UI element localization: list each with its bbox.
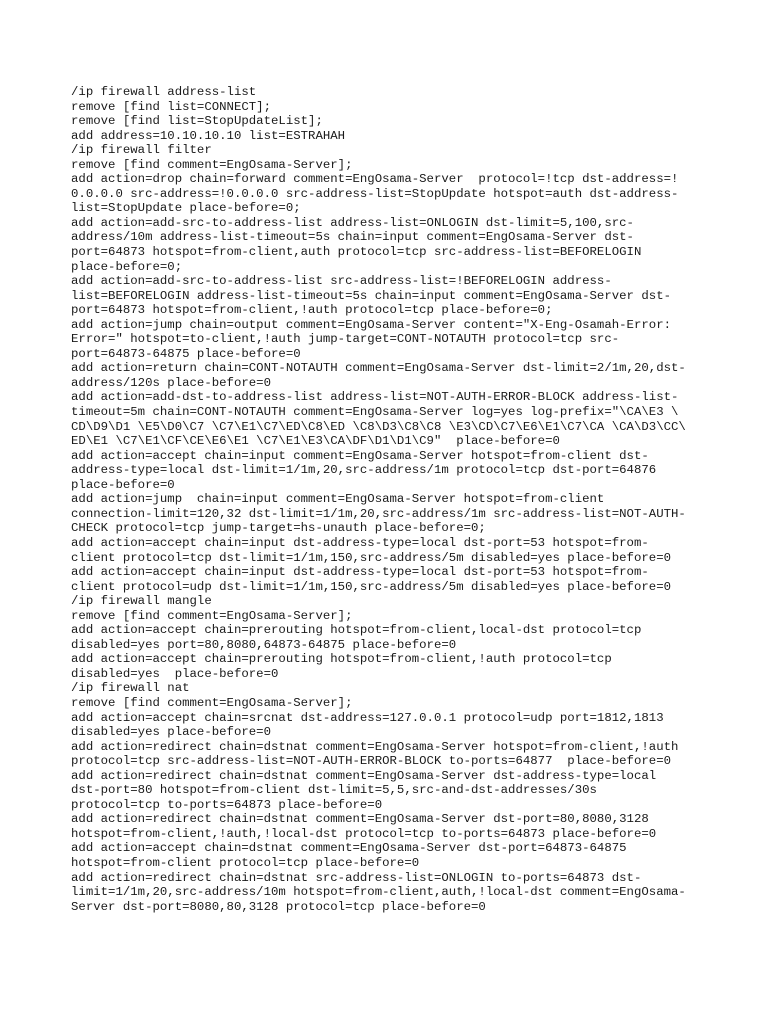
script-line: address/10m address-list-timeout=5s chain=input comment=EngOsama-Server dst- [71,230,634,245]
script-line: add action=return chain=CONT-NOTAUTH comment=EngOsama-Server dst-limit=2/1m,20,dst- [71,361,686,376]
script-line: limit=1/1m,20,src-address/10m hotspot=from-client,auth,!local-dst comment=EngOsama- [71,885,686,900]
script-line: remove [find list=CONNECT]; [71,99,272,114]
script-line: add action=jump chain=output comment=EngOsama-Server content="X-Eng-Osamah-Error: [71,317,672,332]
script-line: timeout=5m chain=CONT-NOTAUTH comment=EngOsama-Server log=yes log-prefix="\CA\E3 \ [71,405,679,420]
script-line: remove [find comment=EngOsama-Server]; [71,157,353,172]
script-line: Server dst-port=8080,80,3128 protocol=tcp place-before=0 [71,899,486,914]
script-line: connection-limit=120,32 dst-limit=1/1m,20,src-address/1m src-address-list=NOT-AUTH- [71,506,686,521]
script-line: disabled=yes place-before=0 [71,666,279,681]
script-line: address/120s place-before=0 [71,375,272,390]
script-line: add action=accept chain=prerouting hotspot=from-client,!auth protocol=tcp [71,652,612,667]
script-line: add action=accept chain=input dst-address-type=local dst-port=53 hotspot=from- [71,535,649,550]
script-line: add action=add-dst-to-address-list address-list=NOT-AUTH-ERROR-BLOCK address-list- [71,390,679,405]
script-line: add action=add-src-to-address-list address-list=ONLOGIN dst-limit=5,100,src- [71,215,634,230]
script-line: CHECK protocol=tcp jump-target=hs-unauth place-before=0; [71,521,486,536]
script-line: list=StopUpdate place-before=0; [71,201,301,216]
script-line: add action=accept chain=input dst-address-type=local dst-port=53 hotspot=from- [71,565,649,580]
script-line: protocol=tcp src-address-list=NOT-AUTH-ERROR-BLOCK to-ports=64877 place-before=0 [71,754,672,769]
script-line: port=64873-64875 place-before=0 [71,346,301,361]
script-line: remove [find comment=EngOsama-Server]; [71,608,353,623]
script-line: ED\E1 \C7\E1\CF\CE\E6\E1 \C7\E1\E3\CA\DF\D1\D1\C9" place-before=0 [71,434,560,449]
script-line: 0.0.0.0 src-address=!0.0.0.0 src-address-list=StopUpdate hotspot=auth dst-address- [71,186,679,201]
script-line: place-before=0 [71,477,175,492]
script-line: disabled=yes port=80,8080,64873-64875 place-before=0 [71,637,457,652]
script-line: add action=jump chain=input comment=EngOsama-Server hotspot=from-client [71,492,605,507]
script-line: add action=redirect chain=dstnat src-address-list=ONLOGIN to-ports=64873 dst- [71,870,642,885]
script-line: add action=redirect chain=dstnat comment=EngOsama-Server hotspot=from-client,!auth [71,739,679,754]
script-line: protocol=tcp to-ports=64873 place-before=0 [71,797,383,812]
script-line: address-type=local dst-limit=1/1m,20,src-address/1m protocol=tcp dst-port=64876 [71,463,657,478]
script-line: disabled=yes place-before=0 [71,725,272,740]
script-line: add address=10.10.10.10 list=ESTRAHAH [71,128,346,143]
script-line: place-before=0; [71,259,183,274]
script-line: port=64873 hotspot=from-client,auth protocol=tcp src-address-list=BEFORELOGIN [71,245,642,260]
script-line: remove [find comment=EngOsama-Server]; [71,695,353,710]
script-line: /ip firewall mangle [71,594,212,609]
script-line: add action=redirect chain=dstnat comment=EngOsama-Server dst-address-type=local [71,768,657,783]
script-line: remove [find list=StopUpdateList]; [71,114,323,129]
script-line: add action=accept chain=dstnat comment=EngOsama-Server dst-port=64873-64875 [71,841,627,856]
script-line: add action=redirect chain=dstnat comment=EngOsama-Server dst-port=80,8080,3128 [71,812,649,827]
script-line: CD\D9\D1 \E5\D0\C7 \C7\E1\C7\ED\C8\ED \C8\D3\C8\C8 \E3\CD\C7\E6\E1\C7\CA \CA\D3\CC\ [71,419,686,434]
script-line: client protocol=udp dst-limit=1/1m,150,src-address/5m disabled=yes place-before=0 [71,579,672,594]
script-line: /ip firewall nat [71,681,190,696]
script-line: port=64873 hotspot=from-client,!auth protocol=tcp place-before=0; [71,303,553,318]
script-line: add action=add-src-to-address-list src-address-list=!BEFORELOGIN address- [71,274,612,289]
script-line: Error=" hotspot=to-client,!auth jump-target=CONT-NOTAUTH protocol=tcp src- [71,332,620,347]
script-line: client protocol=tcp dst-limit=1/1m,150,src-address/5m disabled=yes place-before=0 [71,550,672,565]
script-line: /ip firewall address-list [71,85,257,99]
script-line: add action=accept chain=input comment=EngOsama-Server hotspot=from-client dst- [71,448,649,463]
script-line: add action=accept chain=srcnat dst-address=127.0.0.1 protocol=udp port=1812,1813 [71,710,664,725]
script-text-block [71,85,711,914]
script-line: dst-port=80 hotspot=from-client dst-limit=5,5,src-and-dst-addresses/30s [71,783,597,798]
script-line: hotspot=from-client,!auth,!local-dst protocol=tcp to-ports=64873 place-before=0 [71,826,657,841]
script-line: hotspot=from-client protocol=tcp place-before=0 [71,855,420,870]
script-line: /ip firewall filter [71,143,212,158]
script-line: add action=accept chain=prerouting hotspot=from-client,local-dst protocol=tcp [71,623,642,638]
script-line: add action=drop chain=forward comment=EngOsama-Server protocol=!tcp dst-address=! [71,172,679,187]
script-line: list=BEFORELOGIN address-list-timeout=5s chain=input comment=EngOsama-Server dst- [71,288,672,303]
